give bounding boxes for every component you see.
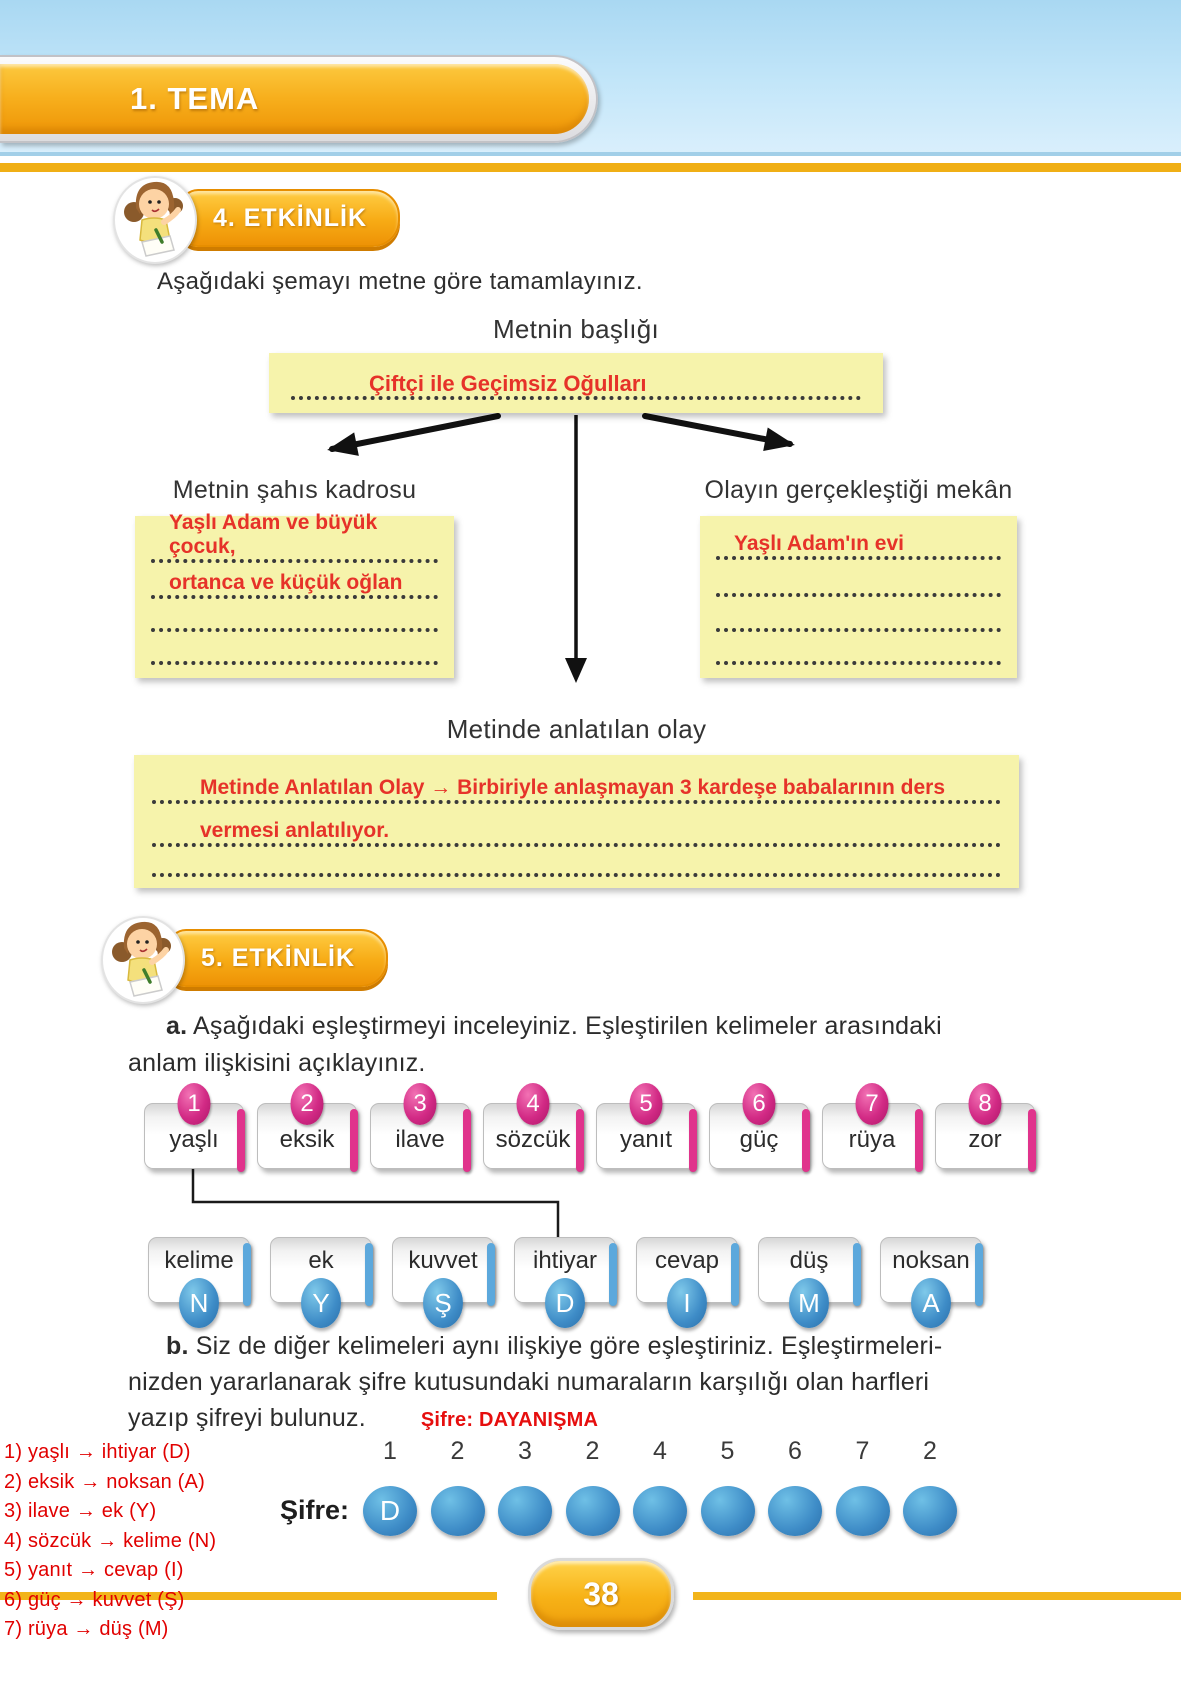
theme-banner-fill: [0, 64, 589, 134]
card-accent-bar: [853, 1243, 861, 1306]
match-connector-line: [193, 1167, 558, 1237]
theme-title: 1. TEMA: [130, 81, 260, 116]
letter-badge: I: [667, 1278, 707, 1328]
activity4-badge-pill: [180, 189, 400, 247]
card-word: sözcük: [495, 1126, 571, 1153]
letter-badge: Y: [301, 1278, 341, 1328]
card-word: kuvvet: [408, 1247, 478, 1274]
word-card-guc: [709, 1090, 809, 1169]
event-handwritten-answer-2: vermesi anlatılıyor.: [200, 818, 390, 842]
match-item-4: 4) sözcük → kelime (N): [4, 1529, 217, 1552]
cipher-number: 2: [450, 1437, 465, 1465]
characters-handwritten-answer-1: Yaşlı Adam ve büyük çocuk,: [169, 510, 378, 558]
event-answer-box: [134, 755, 1019, 888]
match-item-5: 5) yanıt → cevap (I): [4, 1559, 184, 1581]
card-word: güç: [739, 1126, 779, 1153]
mascot-girl-icon: [100, 912, 186, 1004]
match-item-6: 6) güç → kuvvet (Ş): [4, 1588, 185, 1611]
part-a-line-2: anlam ilişkisini açıklayınız.: [128, 1049, 426, 1077]
word-card-kuvvet: [392, 1237, 494, 1318]
numbered-word-row: [144, 1090, 1035, 1169]
cipher-slot-8: [836, 1486, 890, 1536]
event-answer-line-1: [152, 759, 1001, 804]
characters-answer-line-3: [151, 599, 438, 632]
card-word: noksan: [892, 1247, 970, 1274]
part-b-line-2: nizden yararlanarak şifre kutusundaki numaraların karşılığı olan harfleri: [128, 1368, 930, 1396]
characters-answer-box: [135, 510, 454, 678]
arrow-to-place: [645, 416, 790, 444]
title-handwritten-answer: Çiftçi ile Geçimsiz Oğulları: [369, 370, 647, 396]
card-accent-bar: [731, 1243, 739, 1306]
card-accent-bar: [915, 1109, 923, 1172]
card-word: ihtiyar: [532, 1247, 598, 1274]
mascot-girl-icon: [112, 172, 198, 264]
diagram-title-label: Metnin başlığı: [492, 314, 660, 344]
part-a-text-1: Aşağıdaki eşleştirmeyi inceleyiniz. Eşleştirilen kelimeler arasındaki: [193, 1012, 942, 1040]
number-badge: 4: [517, 1083, 550, 1125]
place-answer-box: [700, 516, 1017, 678]
theme-banner: [0, 55, 598, 143]
card-word: ilave: [395, 1126, 445, 1153]
card-accent-bar: [802, 1109, 810, 1172]
card-accent-bar: [689, 1109, 697, 1172]
place-answer-line-3: [716, 597, 1001, 631]
word-card-sozcuk: [483, 1090, 583, 1169]
place-answer-line-2: [716, 560, 1001, 597]
handwritten-match-list: [4, 1438, 216, 1645]
part-b-line-1: [128, 1328, 1058, 1364]
card-accent-bar: [350, 1109, 358, 1172]
cipher-slot-5: [633, 1486, 687, 1536]
word-card-yasli: [144, 1090, 244, 1169]
footer-rule-right: [693, 1592, 1181, 1600]
card-accent-bar: [487, 1243, 495, 1306]
cipher-label: Şifre:: [280, 1495, 350, 1525]
activity5-badge: [100, 912, 388, 1004]
card-word: zor: [968, 1126, 1002, 1153]
part-a-line-1: [128, 1008, 1048, 1045]
title-answer-box: [269, 353, 883, 413]
cipher-number-row: [363, 1437, 957, 1466]
card-word: kelime: [164, 1247, 234, 1274]
word-card-kelime: [148, 1237, 250, 1318]
number-badge: 2: [291, 1083, 324, 1125]
header-rule: [0, 163, 1181, 172]
event-label: Metinde anlatılan olay: [446, 714, 707, 744]
letter-badge: D: [545, 1278, 585, 1328]
characters-label: Metnin şahıs kadrosu: [172, 476, 417, 504]
word-card-noksan: [880, 1237, 982, 1318]
page-number: 38: [583, 1575, 619, 1612]
activity4-badge: [112, 172, 400, 264]
letter-badge: A: [911, 1278, 951, 1328]
activity5-badge-pill: [168, 929, 388, 987]
match-item-3: 3) ilave → ek (Y): [4, 1500, 157, 1522]
card-accent-bar: [609, 1243, 617, 1306]
match-item-1: 1) yaşlı → ihtiyar (D): [4, 1441, 191, 1463]
card-accent-bar: [1028, 1109, 1036, 1172]
match-item-2: 2) eksik → noksan (A): [4, 1470, 205, 1493]
part-a-paragraph: [128, 1008, 1048, 1082]
part-a-marker: a.: [166, 1012, 188, 1040]
letter-badge: N: [179, 1278, 219, 1328]
letter-badge: Ş: [423, 1278, 463, 1328]
cipher-number: 7: [855, 1437, 870, 1465]
cipher-number: 6: [788, 1437, 802, 1465]
place-label: Olayın gerçekleştiği mekân: [704, 476, 1013, 504]
characters-answer-line-1: [151, 510, 438, 563]
card-accent-bar: [975, 1243, 983, 1306]
activity4-badge-label: 4. ETKİNLİK: [212, 203, 368, 232]
part-b-text-3: yazıp şifreyi bulunuz.: [128, 1404, 366, 1432]
number-badge: 8: [969, 1083, 1002, 1125]
number-badge: 3: [404, 1083, 437, 1125]
cipher-slot-2: [431, 1486, 485, 1536]
card-word: ek: [308, 1247, 334, 1274]
cipher-number: 2: [923, 1437, 937, 1465]
cipher-number: 1: [383, 1437, 397, 1465]
cipher-circle-row: [363, 1486, 957, 1536]
cipher-number: 3: [518, 1437, 532, 1465]
word-card-yanit: [596, 1090, 696, 1169]
cipher-number: 5: [720, 1437, 735, 1465]
part-b-text-1: Siz de diğer kelimeleri aynı ilişkiye göre eşleştiriniz. Eşleştirmeleri-: [195, 1332, 943, 1360]
card-accent-bar: [576, 1109, 584, 1172]
part-b-marker: b.: [166, 1332, 189, 1360]
number-badge: 1: [178, 1083, 211, 1125]
card-word: eksik: [279, 1126, 335, 1153]
event-answer-line-2: [152, 804, 1001, 847]
place-handwritten-answer: Yaşlı Adam'ın evi: [734, 531, 904, 555]
activity5-badge-label: 5. ETKİNLİK: [200, 943, 356, 972]
card-accent-bar: [237, 1109, 245, 1172]
arrow-to-characters: [332, 416, 498, 449]
cipher-number: 4: [653, 1437, 667, 1465]
cipher-slot-3: [498, 1486, 552, 1536]
title-answer-line: [291, 355, 861, 400]
word-card-eksik: [257, 1090, 357, 1169]
card-accent-bar: [243, 1243, 251, 1306]
event-handwritten-answer-1: Metinde Anlatılan Olay → Birbiriyle anlaşmayan 3 kardeşe babalarının ders: [200, 776, 945, 800]
word-card-ek: [270, 1237, 372, 1318]
part-b-line-3: [128, 1400, 1058, 1438]
card-word: rüya: [848, 1126, 896, 1153]
cipher-answer-handwritten: Şifre: DAYANIŞMA: [420, 1409, 599, 1431]
event-answer-line-3: [152, 847, 1001, 877]
card-word: yanıt: [619, 1126, 673, 1153]
word-card-cevap: [636, 1237, 738, 1318]
match-item-7: 7) rüya → düş (M): [4, 1618, 169, 1640]
cipher-slot-6: [701, 1486, 755, 1536]
card-accent-bar: [463, 1109, 471, 1172]
word-card-ilave: [370, 1090, 470, 1169]
word-card-ruya: [822, 1090, 922, 1169]
characters-answer-line-2: [151, 563, 438, 599]
number-badge: 5: [630, 1083, 663, 1125]
card-word: cevap: [654, 1247, 720, 1274]
card-word: yaşlı: [169, 1126, 219, 1153]
place-answer-line-1: [716, 522, 1001, 560]
number-badge: 7: [856, 1083, 889, 1125]
letter-word-row: [148, 1237, 982, 1318]
word-card-ihtiyar: [514, 1237, 616, 1318]
characters-answer-line-4: [151, 632, 438, 665]
place-answer-line-4: [716, 632, 1001, 665]
cipher-slot-4: [566, 1486, 620, 1536]
cipher-number: 2: [585, 1437, 600, 1465]
characters-handwritten-answer-2: ortanca ve küçük oğlan: [169, 570, 403, 594]
page-number-pill: [528, 1558, 674, 1630]
number-badge: 6: [743, 1083, 776, 1125]
part-b-paragraph: [128, 1328, 1058, 1438]
cipher-slot-9: [903, 1486, 957, 1536]
card-accent-bar: [365, 1243, 373, 1306]
letter-badge: M: [789, 1278, 829, 1328]
cipher-slot-1: D: [363, 1486, 417, 1536]
cipher-slot-7: [768, 1486, 822, 1536]
word-card-dus: [758, 1237, 860, 1318]
word-card-zor: [935, 1090, 1035, 1169]
card-word: düş: [789, 1247, 829, 1274]
activity4-instruction: Aşağıdaki şemayı metne göre tamamlayınız.: [157, 268, 643, 295]
